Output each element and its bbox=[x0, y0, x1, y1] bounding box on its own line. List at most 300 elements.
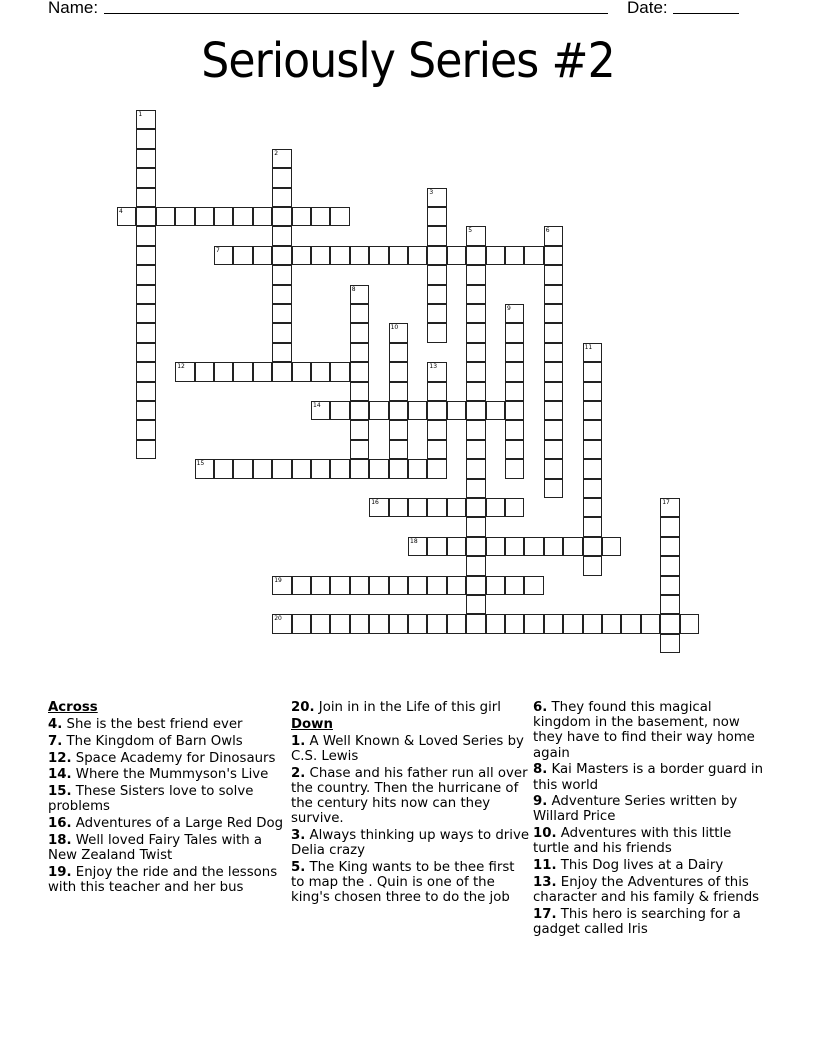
grid-cell[interactable] bbox=[272, 188, 291, 207]
grid-cell[interactable] bbox=[505, 459, 524, 478]
grid-cell[interactable] bbox=[272, 459, 291, 478]
date-label: Date: bbox=[627, 0, 668, 17]
grid-cell[interactable] bbox=[427, 226, 446, 245]
grid-cell[interactable] bbox=[272, 168, 291, 187]
grid-cell[interactable] bbox=[350, 323, 369, 342]
grid-cell[interactable] bbox=[389, 459, 408, 478]
grid-cell[interactable] bbox=[214, 207, 233, 226]
grid-cell[interactable] bbox=[427, 188, 446, 207]
grid-cell[interactable] bbox=[350, 343, 369, 362]
grid-cell[interactable] bbox=[660, 595, 679, 614]
grid-cell[interactable] bbox=[389, 498, 408, 517]
grid-cell[interactable] bbox=[311, 614, 330, 633]
grid-cell[interactable] bbox=[350, 459, 369, 478]
grid-cell[interactable] bbox=[272, 362, 291, 381]
grid-cell[interactable] bbox=[272, 265, 291, 284]
grid-cell[interactable] bbox=[486, 614, 505, 633]
clue-column-2 bbox=[291, 700, 529, 907]
grid-cell[interactable] bbox=[136, 207, 155, 226]
cell-number: 14 bbox=[313, 402, 321, 409]
grid-cell[interactable] bbox=[427, 285, 446, 304]
grid-cell[interactable] bbox=[136, 226, 155, 245]
grid-cell[interactable] bbox=[272, 576, 291, 595]
clue-across-12 bbox=[48, 751, 286, 766]
grid-cell[interactable] bbox=[272, 207, 291, 226]
grid-cell[interactable] bbox=[389, 323, 408, 342]
grid-cell[interactable] bbox=[233, 246, 252, 265]
grid-cell[interactable] bbox=[466, 576, 485, 595]
grid-cell[interactable] bbox=[311, 246, 330, 265]
grid-cell[interactable] bbox=[350, 401, 369, 420]
grid-cell[interactable] bbox=[389, 440, 408, 459]
grid-cell[interactable] bbox=[505, 401, 524, 420]
clue-number: 5. bbox=[291, 860, 306, 876]
grid-cell[interactable] bbox=[408, 246, 427, 265]
grid-cell[interactable] bbox=[408, 401, 427, 420]
grid-cell[interactable] bbox=[350, 614, 369, 633]
grid-cell[interactable] bbox=[350, 420, 369, 439]
grid-cell[interactable] bbox=[602, 537, 621, 556]
clue-number: 20. bbox=[291, 700, 315, 715]
grid-cell[interactable] bbox=[330, 576, 349, 595]
clue-number: 8. bbox=[533, 762, 548, 778]
grid-cell[interactable] bbox=[389, 382, 408, 401]
clue-text: Enjoy the ride and the lessons with this teacher and her bus bbox=[48, 864, 278, 895]
grid-cell[interactable] bbox=[447, 537, 466, 556]
grid-cell[interactable] bbox=[272, 323, 291, 342]
grid-cell[interactable] bbox=[117, 207, 136, 226]
grid-cell[interactable] bbox=[486, 576, 505, 595]
clue-number: 14. bbox=[48, 767, 72, 783]
clue-across-19 bbox=[48, 865, 286, 895]
grid-cell[interactable] bbox=[389, 362, 408, 381]
grid-cell[interactable] bbox=[466, 401, 485, 420]
clue-column-3 bbox=[533, 700, 771, 939]
grid-cell[interactable] bbox=[408, 614, 427, 633]
grid-cell[interactable] bbox=[369, 576, 388, 595]
grid-cell[interactable] bbox=[369, 246, 388, 265]
grid-cell[interactable] bbox=[466, 517, 485, 536]
clue-down-8 bbox=[533, 762, 771, 792]
date-field[interactable] bbox=[673, 13, 739, 14]
grid-cell[interactable] bbox=[466, 265, 485, 284]
grid-cell[interactable] bbox=[311, 576, 330, 595]
clue-text: She is the best friend ever bbox=[66, 717, 243, 733]
grid-cell[interactable] bbox=[583, 401, 602, 420]
grid-cell[interactable] bbox=[486, 246, 505, 265]
grid-cell[interactable] bbox=[272, 285, 291, 304]
grid-cell[interactable] bbox=[136, 285, 155, 304]
grid-cell[interactable] bbox=[466, 556, 485, 575]
grid-cell[interactable] bbox=[505, 537, 524, 556]
grid-cell[interactable] bbox=[583, 459, 602, 478]
grid-cell[interactable] bbox=[583, 420, 602, 439]
cell-number: 2 bbox=[274, 149, 279, 157]
grid-cell[interactable] bbox=[447, 576, 466, 595]
grid-cell[interactable] bbox=[583, 382, 602, 401]
cell-number: 11 bbox=[584, 343, 593, 351]
grid-cell[interactable] bbox=[621, 614, 640, 633]
clue-across-15 bbox=[48, 784, 286, 814]
grid-cell[interactable] bbox=[233, 459, 252, 478]
clue-list bbox=[48, 700, 778, 970]
grid-cell[interactable] bbox=[486, 401, 505, 420]
grid-cell[interactable] bbox=[292, 459, 311, 478]
grid-cell[interactable] bbox=[544, 246, 563, 265]
grid-cell[interactable] bbox=[583, 440, 602, 459]
clue-text: They found this magical kingdom in the basement, now they have to find their way home again bbox=[533, 700, 755, 761]
grid-cell[interactable] bbox=[389, 246, 408, 265]
grid-cell[interactable] bbox=[427, 440, 446, 459]
grid-cell[interactable] bbox=[524, 576, 543, 595]
clue-down-11 bbox=[533, 858, 771, 873]
grid-cell[interactable] bbox=[505, 304, 524, 323]
cell-number: 13 bbox=[429, 363, 438, 371]
grid-cell[interactable] bbox=[466, 343, 485, 362]
grid-cell[interactable] bbox=[136, 246, 155, 265]
clue-across-16 bbox=[48, 816, 286, 831]
grid-cell[interactable] bbox=[292, 207, 311, 226]
grid-cell[interactable] bbox=[408, 498, 427, 517]
grid-cell[interactable] bbox=[524, 614, 543, 633]
grid-cell[interactable] bbox=[466, 304, 485, 323]
grid-cell[interactable] bbox=[408, 576, 427, 595]
grid-cell[interactable] bbox=[389, 614, 408, 633]
grid-cell[interactable] bbox=[427, 459, 446, 478]
clue-text: Adventures of a Large Red Dog bbox=[75, 815, 284, 831]
grid-cell[interactable] bbox=[292, 246, 311, 265]
clue-column-1 bbox=[48, 700, 286, 896]
grid-cell[interactable] bbox=[641, 614, 660, 633]
clue-down-17 bbox=[533, 907, 771, 937]
grid-cell[interactable] bbox=[427, 362, 446, 381]
grid-cell[interactable] bbox=[427, 498, 446, 517]
grid-cell[interactable] bbox=[369, 459, 388, 478]
grid-cell[interactable] bbox=[350, 440, 369, 459]
grid-cell[interactable] bbox=[136, 440, 155, 459]
grid-cell[interactable] bbox=[330, 614, 349, 633]
grid-cell[interactable] bbox=[369, 401, 388, 420]
grid-cell[interactable] bbox=[544, 420, 563, 439]
grid-cell[interactable] bbox=[350, 285, 369, 304]
grid-cell[interactable] bbox=[350, 382, 369, 401]
grid-cell[interactable] bbox=[486, 498, 505, 517]
grid-cell[interactable] bbox=[389, 401, 408, 420]
cell-number: 20 bbox=[274, 615, 282, 623]
grid-cell[interactable] bbox=[563, 537, 582, 556]
grid-cell[interactable] bbox=[136, 265, 155, 284]
grid-cell[interactable] bbox=[427, 614, 446, 633]
across-heading: Across bbox=[48, 700, 98, 715]
clue-number: 11. bbox=[533, 858, 557, 874]
clue-across-14 bbox=[48, 767, 286, 782]
grid-cell[interactable] bbox=[486, 537, 505, 556]
cell-number: 7 bbox=[216, 246, 220, 254]
grid-cell[interactable] bbox=[505, 382, 524, 401]
clue-down-2 bbox=[291, 766, 529, 827]
cell-number: 1 bbox=[138, 111, 143, 118]
cell-number: 10 bbox=[390, 324, 399, 332]
clue-down-1 bbox=[291, 734, 529, 764]
grid-cell[interactable] bbox=[427, 304, 446, 323]
clue-number: 9. bbox=[533, 794, 548, 810]
clue-text: This hero is searching for a gadget called Iris bbox=[533, 906, 741, 937]
grid-cell[interactable] bbox=[583, 614, 602, 633]
grid-cell[interactable] bbox=[233, 362, 252, 381]
grid-cell[interactable] bbox=[466, 382, 485, 401]
grid-cell[interactable] bbox=[466, 420, 485, 439]
grid-cell[interactable] bbox=[136, 110, 155, 129]
clue-number: 17. bbox=[533, 906, 557, 922]
grid-cell[interactable] bbox=[175, 362, 194, 381]
clue-text: The King wants to be thee first to map the . Quin is one of the king's chosen three to do the job bbox=[291, 860, 515, 906]
grid-cell[interactable] bbox=[505, 362, 524, 381]
grid-cell[interactable] bbox=[253, 207, 272, 226]
cell-number: 16 bbox=[371, 499, 379, 506]
clue-number: 16. bbox=[48, 815, 72, 831]
grid-cell[interactable] bbox=[214, 246, 233, 265]
grid-cell[interactable] bbox=[330, 362, 349, 381]
grid-cell[interactable] bbox=[292, 362, 311, 381]
grid-cell[interactable] bbox=[505, 440, 524, 459]
clue-number: 1. bbox=[291, 733, 306, 749]
grid-cell[interactable] bbox=[195, 362, 214, 381]
grid-cell[interactable] bbox=[660, 576, 679, 595]
grid-cell[interactable] bbox=[544, 479, 563, 498]
clue-across-20 bbox=[291, 700, 529, 715]
clue-text: Adventures with this little turtle and his friends bbox=[533, 826, 732, 857]
grid-cell[interactable] bbox=[427, 576, 446, 595]
clue-number: 2. bbox=[291, 765, 306, 781]
grid-cell[interactable] bbox=[272, 304, 291, 323]
grid-cell[interactable] bbox=[272, 343, 291, 362]
grid-cell[interactable] bbox=[389, 343, 408, 362]
grid-cell[interactable] bbox=[544, 265, 563, 284]
grid-cell[interactable] bbox=[583, 362, 602, 381]
grid-cell[interactable] bbox=[214, 459, 233, 478]
cell-number: 3 bbox=[429, 188, 434, 196]
grid-cell[interactable] bbox=[466, 323, 485, 342]
grid-cell[interactable] bbox=[544, 440, 563, 459]
grid-cell[interactable] bbox=[544, 343, 563, 362]
name-field[interactable] bbox=[104, 13, 608, 14]
grid-cell[interactable] bbox=[427, 401, 446, 420]
clue-number: 10. bbox=[533, 826, 557, 842]
grid-cell[interactable] bbox=[505, 420, 524, 439]
grid-cell[interactable] bbox=[330, 401, 349, 420]
grid-cell[interactable] bbox=[505, 246, 524, 265]
grid-cell[interactable] bbox=[272, 149, 291, 168]
clue-number: 12. bbox=[48, 750, 72, 766]
grid-cell[interactable] bbox=[233, 207, 252, 226]
grid-cell[interactable] bbox=[427, 382, 446, 401]
grid-cell[interactable] bbox=[524, 537, 543, 556]
grid-cell[interactable] bbox=[466, 285, 485, 304]
grid-cell[interactable] bbox=[136, 362, 155, 381]
grid-cell[interactable] bbox=[350, 304, 369, 323]
grid-cell[interactable] bbox=[330, 246, 349, 265]
grid-cell[interactable] bbox=[136, 304, 155, 323]
cell-number: 8 bbox=[351, 285, 356, 293]
grid-cell[interactable] bbox=[350, 246, 369, 265]
grid-cell[interactable] bbox=[311, 401, 330, 420]
clue-number: 7. bbox=[48, 733, 63, 749]
clue-number: 15. bbox=[48, 784, 72, 800]
grid-cell[interactable] bbox=[544, 537, 563, 556]
grid-cell[interactable] bbox=[680, 614, 699, 633]
grid-cell[interactable] bbox=[544, 285, 563, 304]
grid-cell[interactable] bbox=[427, 207, 446, 226]
grid-cell[interactable] bbox=[466, 595, 485, 614]
grid-cell[interactable] bbox=[505, 576, 524, 595]
cell-number: 4 bbox=[119, 208, 123, 215]
grid-cell[interactable] bbox=[253, 459, 272, 478]
cell-number: 19 bbox=[274, 576, 282, 584]
grid-cell[interactable] bbox=[583, 343, 602, 362]
grid-cell[interactable] bbox=[369, 614, 388, 633]
clue-number: 4. bbox=[48, 717, 63, 733]
clue-down-5 bbox=[291, 860, 529, 906]
grid-cell[interactable] bbox=[136, 382, 155, 401]
grid-cell[interactable] bbox=[427, 537, 446, 556]
grid-cell[interactable] bbox=[544, 323, 563, 342]
grid-cell[interactable] bbox=[466, 440, 485, 459]
grid-cell[interactable] bbox=[272, 246, 291, 265]
grid-cell[interactable] bbox=[466, 226, 485, 245]
grid-cell[interactable] bbox=[350, 576, 369, 595]
grid-cell[interactable] bbox=[408, 537, 427, 556]
grid-cell[interactable] bbox=[136, 420, 155, 439]
grid-cell[interactable] bbox=[427, 420, 446, 439]
cell-number: 9 bbox=[507, 305, 511, 312]
grid-cell[interactable] bbox=[544, 304, 563, 323]
grid-cell[interactable] bbox=[136, 188, 155, 207]
page-title: Seriously Series #2 bbox=[201, 33, 615, 89]
grid-cell[interactable] bbox=[136, 323, 155, 342]
grid-cell[interactable] bbox=[369, 498, 388, 517]
grid-cell[interactable] bbox=[272, 226, 291, 245]
grid-cell[interactable] bbox=[253, 362, 272, 381]
grid-cell[interactable] bbox=[563, 614, 582, 633]
grid-cell[interactable] bbox=[466, 246, 485, 265]
grid-cell[interactable] bbox=[292, 614, 311, 633]
grid-cell[interactable] bbox=[505, 343, 524, 362]
grid-cell[interactable] bbox=[214, 362, 233, 381]
clue-text: Where the Mummyson's Live bbox=[75, 767, 269, 783]
grid-cell[interactable] bbox=[544, 362, 563, 381]
grid-cell[interactable] bbox=[136, 129, 155, 148]
grid-cell[interactable] bbox=[583, 517, 602, 536]
grid-cell[interactable] bbox=[505, 614, 524, 633]
grid-cell[interactable] bbox=[447, 401, 466, 420]
grid-cell[interactable] bbox=[544, 401, 563, 420]
clue-text: The Kingdom of Barn Owls bbox=[66, 733, 243, 749]
clue-text: Chase and his father run all over the country. Then the hurricane of the century hits now can they survive. bbox=[291, 765, 528, 827]
grid-cell[interactable] bbox=[136, 168, 155, 187]
grid-cell[interactable] bbox=[195, 459, 214, 478]
grid-cell[interactable] bbox=[447, 498, 466, 517]
grid-cell[interactable] bbox=[583, 498, 602, 517]
grid-cell[interactable] bbox=[466, 459, 485, 478]
grid-cell[interactable] bbox=[330, 207, 349, 226]
grid-cell[interactable] bbox=[427, 323, 446, 342]
grid-cell[interactable] bbox=[447, 614, 466, 633]
grid-cell[interactable] bbox=[292, 576, 311, 595]
grid-cell[interactable] bbox=[427, 246, 446, 265]
grid-cell[interactable] bbox=[427, 265, 446, 284]
clue-down-9 bbox=[533, 794, 771, 824]
grid-cell[interactable] bbox=[583, 479, 602, 498]
grid-cell[interactable] bbox=[311, 207, 330, 226]
grid-cell[interactable] bbox=[136, 343, 155, 362]
clue-down-6 bbox=[533, 700, 771, 761]
cell-number: 6 bbox=[545, 227, 550, 235]
grid-cell[interactable] bbox=[136, 401, 155, 420]
clue-across-4 bbox=[48, 717, 286, 732]
clue-number: 6. bbox=[533, 700, 548, 715]
clue-text: Kai Masters is a border guard in this world bbox=[533, 762, 764, 793]
grid-cell[interactable] bbox=[505, 498, 524, 517]
grid-cell[interactable] bbox=[311, 362, 330, 381]
clue-text: These Sisters love to solve problems bbox=[48, 784, 254, 815]
grid-cell[interactable] bbox=[583, 537, 602, 556]
clue-text: Always thinking up ways to drive Delia crazy bbox=[291, 828, 530, 859]
grid-cell[interactable] bbox=[466, 537, 485, 556]
clue-text: Adventure Series written by Willard Price bbox=[533, 794, 738, 825]
grid-cell[interactable] bbox=[253, 246, 272, 265]
grid-cell[interactable] bbox=[660, 517, 679, 536]
grid-cell[interactable] bbox=[660, 556, 679, 575]
name-label: Name: bbox=[48, 0, 99, 17]
grid-cell[interactable] bbox=[466, 614, 485, 633]
grid-cell[interactable] bbox=[660, 498, 679, 517]
grid-cell[interactable] bbox=[447, 246, 466, 265]
grid-cell[interactable] bbox=[544, 459, 563, 478]
grid-cell[interactable] bbox=[660, 634, 679, 653]
clue-number: 13. bbox=[533, 874, 557, 890]
grid-cell[interactable] bbox=[660, 537, 679, 556]
grid-cell[interactable] bbox=[136, 149, 155, 168]
grid-cell[interactable] bbox=[583, 556, 602, 575]
grid-cell[interactable] bbox=[175, 207, 194, 226]
grid-cell[interactable] bbox=[660, 614, 679, 633]
grid-cell[interactable] bbox=[466, 498, 485, 517]
grid-cell[interactable] bbox=[350, 362, 369, 381]
grid-cell[interactable] bbox=[544, 614, 563, 633]
grid-cell[interactable] bbox=[272, 614, 291, 633]
cell-number: 12 bbox=[177, 363, 185, 371]
grid-cell[interactable] bbox=[195, 207, 214, 226]
grid-cell[interactable] bbox=[389, 576, 408, 595]
grid-cell[interactable] bbox=[466, 362, 485, 381]
grid-cell[interactable] bbox=[602, 614, 621, 633]
crossword-grid bbox=[117, 110, 717, 670]
grid-cell[interactable] bbox=[156, 207, 175, 226]
grid-cell[interactable] bbox=[311, 459, 330, 478]
grid-cell[interactable] bbox=[505, 323, 524, 342]
grid-cell[interactable] bbox=[330, 459, 349, 478]
grid-cell[interactable] bbox=[466, 479, 485, 498]
clue-text: This Dog lives at a Dairy bbox=[560, 858, 724, 874]
clue-text: Enjoy the Adventures of this character and his family & friends bbox=[533, 874, 760, 905]
cell-number: 5 bbox=[468, 227, 473, 235]
grid-cell[interactable] bbox=[389, 420, 408, 439]
grid-cell[interactable] bbox=[524, 246, 543, 265]
grid-cell[interactable] bbox=[408, 459, 427, 478]
grid-cell[interactable] bbox=[544, 382, 563, 401]
clue-down-13 bbox=[533, 875, 771, 905]
grid-cell[interactable] bbox=[544, 226, 563, 245]
